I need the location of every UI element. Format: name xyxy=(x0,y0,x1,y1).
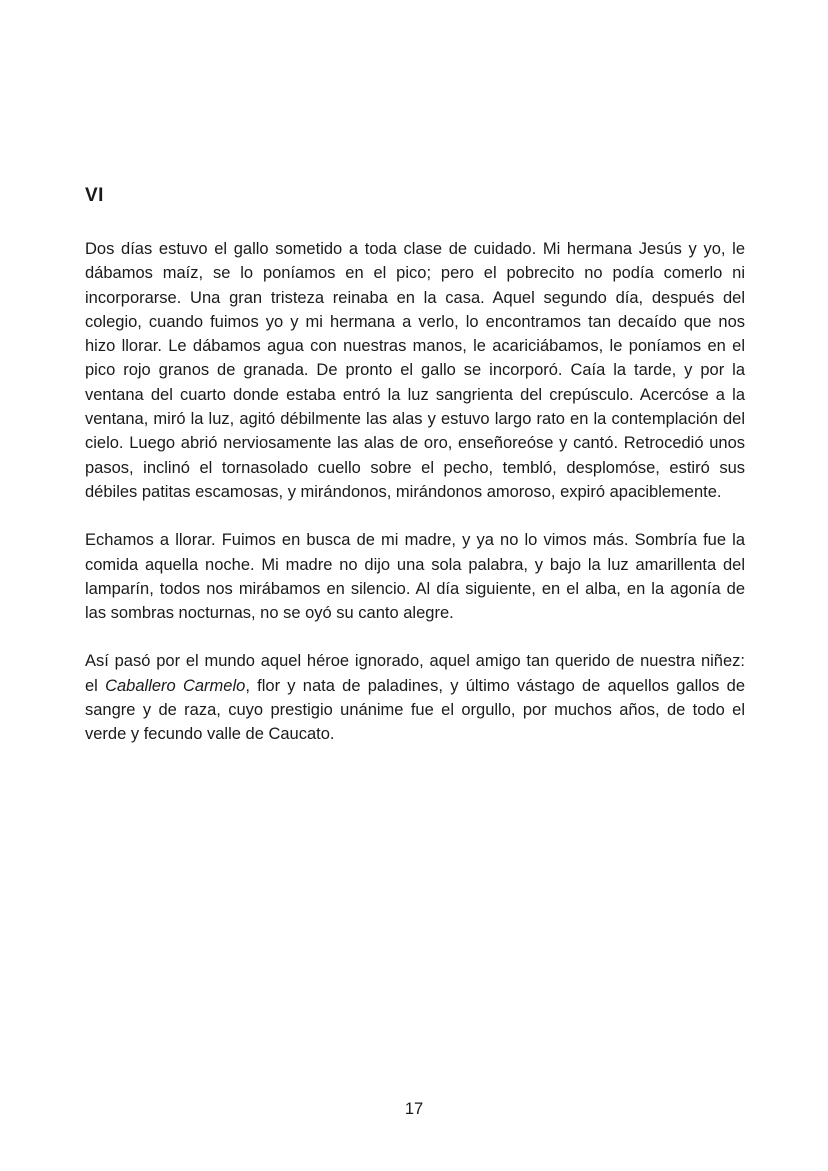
paragraph-2: Echamos a llorar. Fuimos en busca de mi madre, y ya no lo vimos más. Sombría fue la comida aquella noche. Mi madre no dijo una sola palabra, y bajo la luz amarillenta del lamparín, todos nos mirábamos en silencio. Al día siguiente, en el alba, en la agonía de las sombras nocturnas, no se oyó su canto alegre. xyxy=(85,531,745,623)
book-title-italic: Caballero Carmelo xyxy=(105,676,246,695)
text-block xyxy=(85,185,745,747)
page-number: 17 xyxy=(404,1100,424,1118)
paragraph-3-text-before: Así pasó por el mundo aquel héroe ignorado, aquel amigo tan querido de nuestra niñez: el xyxy=(85,652,745,695)
paragraph-1: Dos días estuvo el gallo sometido a toda clase de cuidado. Mi hermana Jesús y yo, le dábamos maíz, se lo poníamos en el pico; pero el pobrecito no podía comerlo ni incorporarse. Una gran tristeza reinaba en la casa. Aquel segundo día, después del colegio, cuando fuimos yo y mi hermana a verlo, lo encontramos tan decaído que nos hizo llorar. Le dábamos agua con nuestras manos, le acariciábamos, le poníamos en el pico rojo granos de granada. De pronto el gallo se incorporó. Caía la tarde, y por la ventana del cuarto donde estaba entró la luz sangrienta del crepúsculo. Acercóse a la ventana, miró la luz, agitó débilmente las alas y estuvo largo rato en la contemplación del cielo. Luego abrió nerviosamente las alas de oro, enseñoreóse y cantó. Retrocedió unos pasos, inclinó el tornasolado cuello sobre el pecho, tembló, desplomóse, estiró sus débiles patitas escamosas, y mirándonos, mirándonos amoroso, expiró apaciblemente. xyxy=(85,240,745,501)
section-heading: VI xyxy=(85,185,104,206)
paragraph-3-text-after: , flor y nata de paladines, y último vástago de aquellos gallos de sangre y de raza, cuyo prestigio unánime fue el orgullo, por muchos años, de todo el verde y fecundo valle de Caucato. xyxy=(85,676,745,744)
paragraph-3 xyxy=(85,649,745,746)
